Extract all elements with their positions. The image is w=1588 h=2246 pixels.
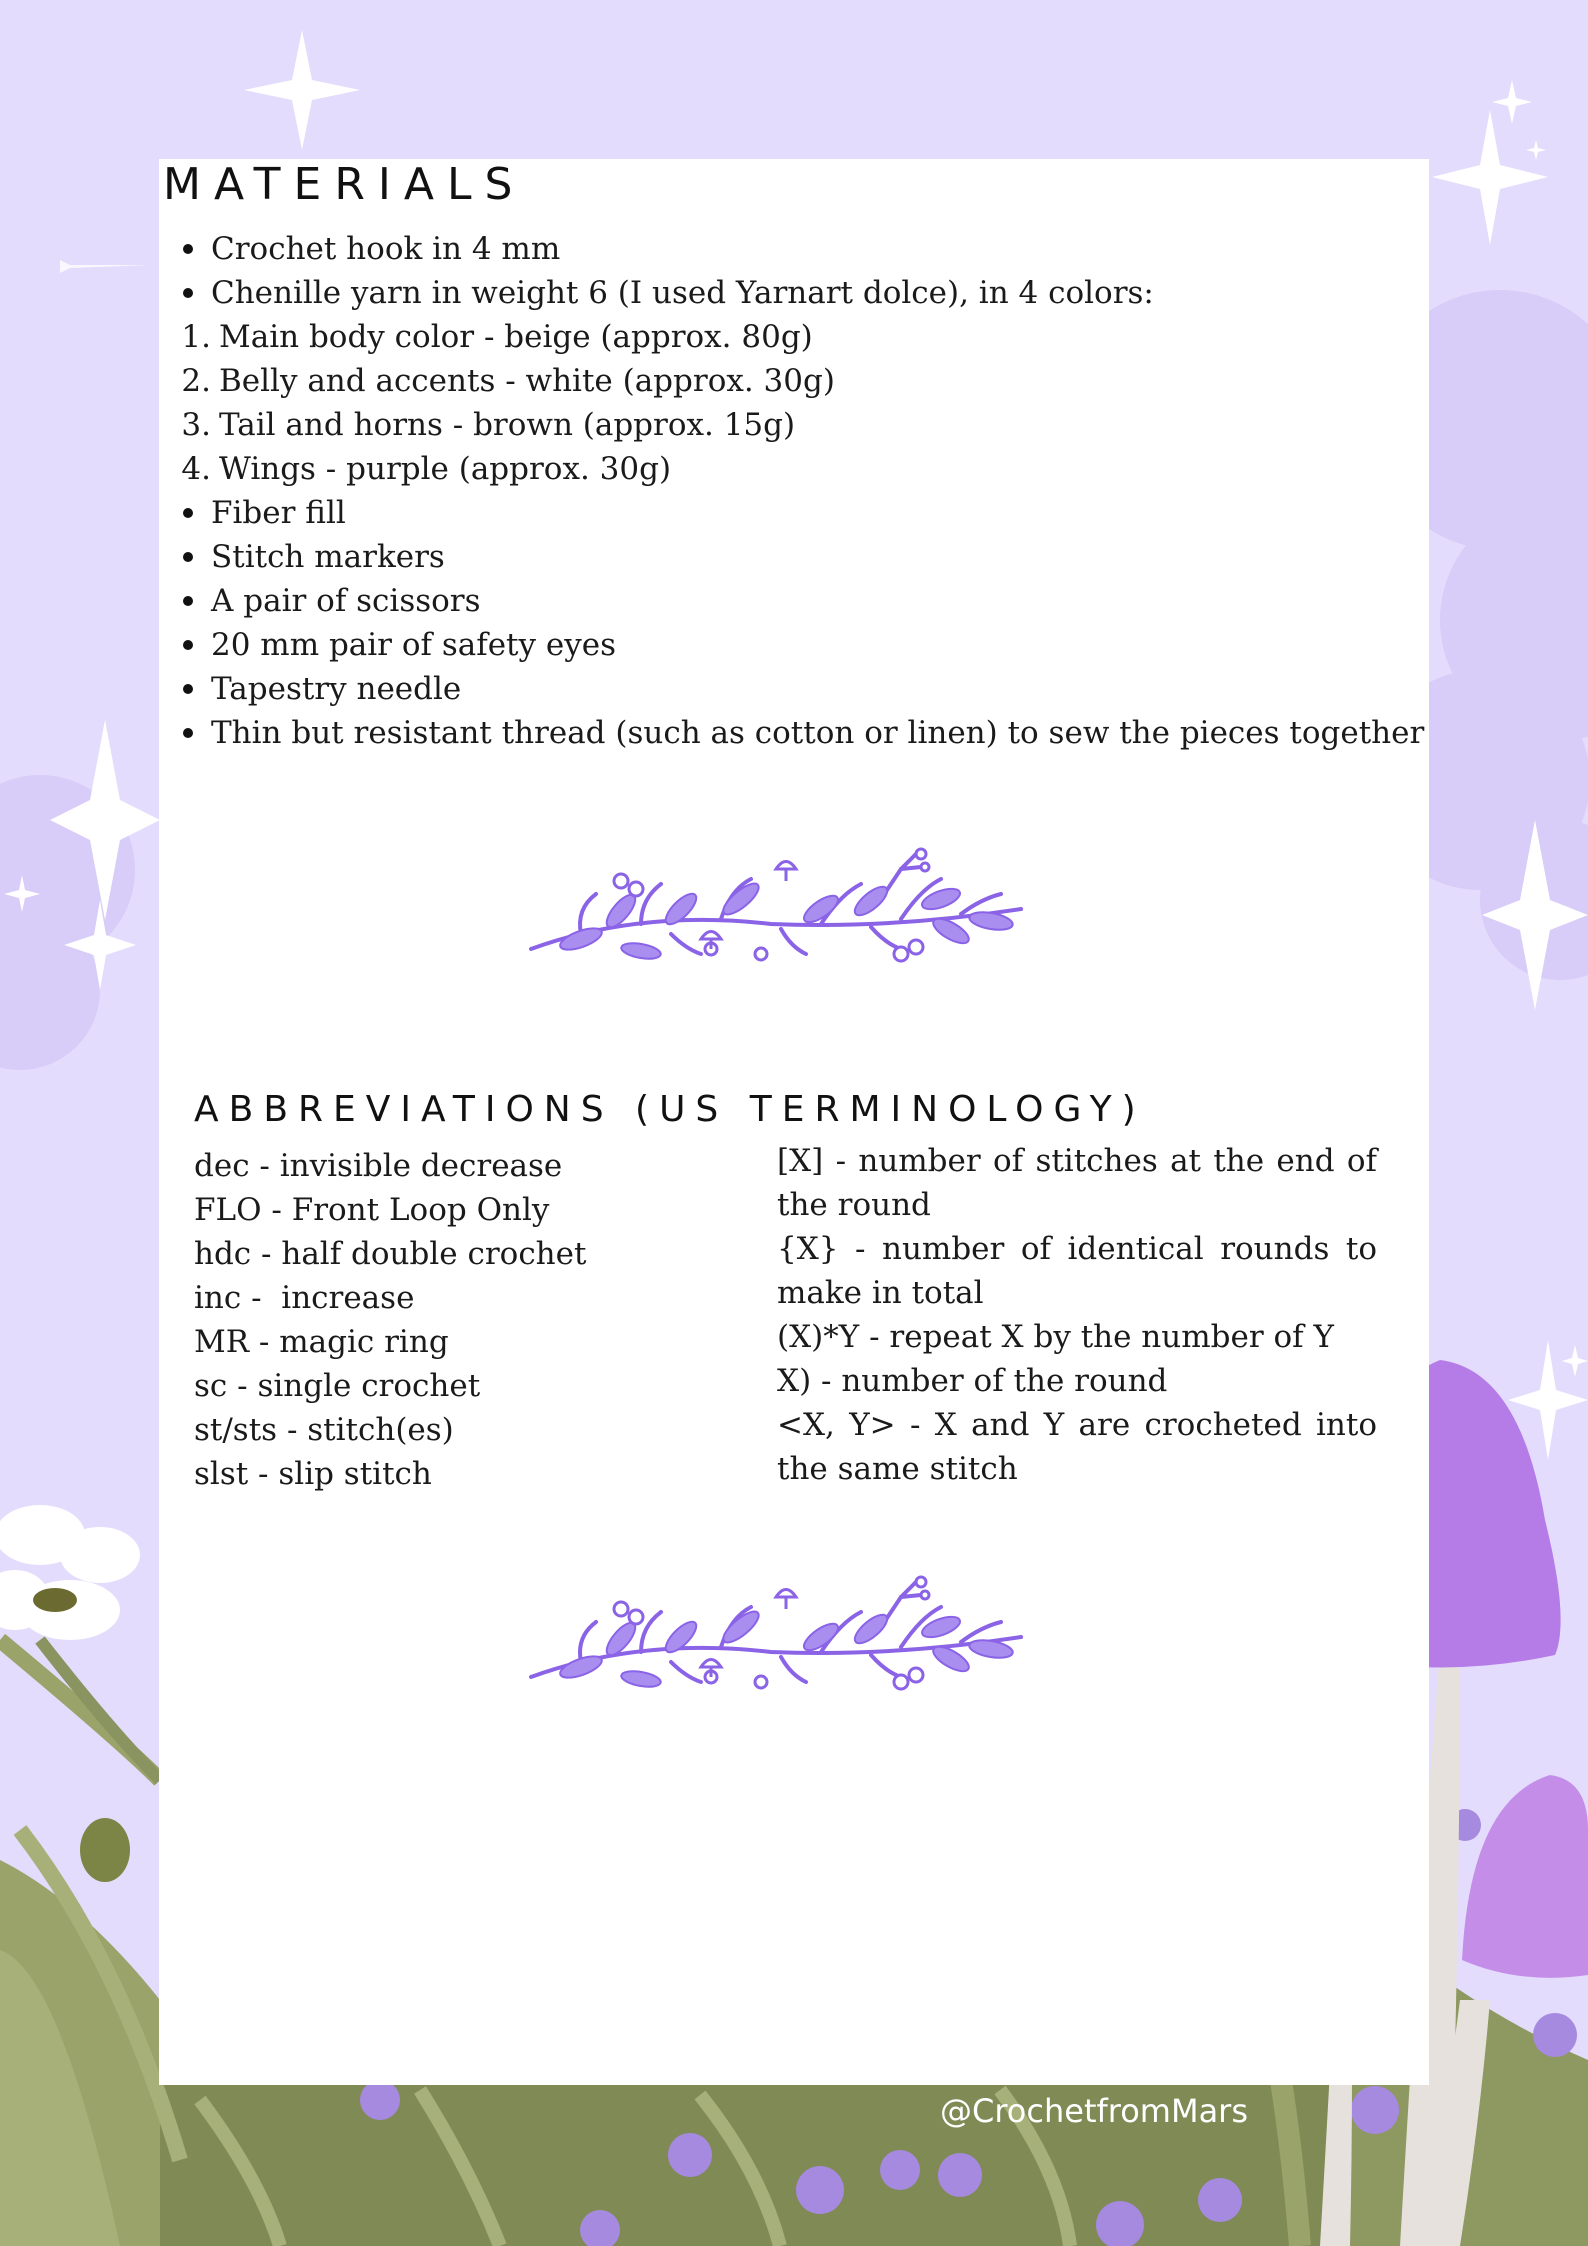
list-item: 4. Wings - purple (approx. 30g) [181, 451, 672, 487]
materials-heading: MATERIALS [163, 159, 526, 210]
abbreviations-right-list [777, 1139, 1377, 1491]
author-handle: @CrochetfromMars [940, 2092, 1248, 2130]
list-item: Tapestry needle [175, 667, 1424, 711]
bullet-icon [175, 715, 211, 751]
list-item: 3. Tail and horns - brown (approx. 15g) [181, 407, 796, 443]
list-item: <X, Y> - X and Y are crocheted into the same stitch [777, 1407, 1377, 1487]
list-item: Crochet hook in 4 mm [175, 227, 1424, 271]
list-item: (X)*Y - repeat X by the number of Y [777, 1319, 1334, 1355]
list-item: Stitch markers [175, 535, 1424, 579]
list-item: hdc - half double crochet [194, 1236, 587, 1272]
list-item: dec - invisible decrease [194, 1148, 563, 1184]
list-item: [X] - number of stitches at the end of the round [777, 1143, 1377, 1223]
list-item: st/sts - stitch(es) [194, 1412, 454, 1448]
floral-divider-icon [521, 1567, 1037, 1697]
list-item: sc - single crochet [194, 1368, 481, 1404]
bullet-icon [175, 583, 211, 619]
abbreviations-left-list [194, 1144, 586, 1496]
list-item: Chenille yarn in weight 6 (I used Yarnart dolce), in 4 colors: [175, 271, 1424, 315]
list-item: Fiber fill [175, 491, 1424, 535]
bullet-icon [175, 275, 211, 311]
bullet-icon [175, 231, 211, 267]
list-item: 1. Main body color - beige (approx. 80g) [181, 319, 813, 355]
list-item: X) - number of the round [777, 1363, 1168, 1399]
list-item: MR - magic ring [194, 1324, 449, 1360]
list-item: A pair of scissors [175, 579, 1424, 623]
bullet-icon [175, 627, 211, 663]
floral-divider-icon [521, 839, 1037, 969]
list-item: slst - slip stitch [194, 1456, 432, 1492]
content-card [159, 159, 1429, 2085]
materials-list [175, 227, 1424, 755]
bullet-icon [175, 539, 211, 575]
list-item: inc - increase [194, 1280, 415, 1316]
list-item: 20 mm pair of safety eyes [175, 623, 1424, 667]
list-item: FLO - Front Loop Only [194, 1192, 550, 1228]
abbreviations-heading: ABBREVIATIONS (US TERMINOLOGY) [194, 1089, 1146, 1130]
bullet-icon [175, 495, 211, 531]
list-item: Thin but resistant thread (such as cotton or linen) to sew the pieces together [175, 711, 1424, 755]
list-item: {X} - number of identical rounds to make in total [777, 1231, 1377, 1311]
list-item: 2. Belly and accents - white (approx. 30g) [181, 363, 835, 399]
bullet-icon [175, 671, 211, 707]
